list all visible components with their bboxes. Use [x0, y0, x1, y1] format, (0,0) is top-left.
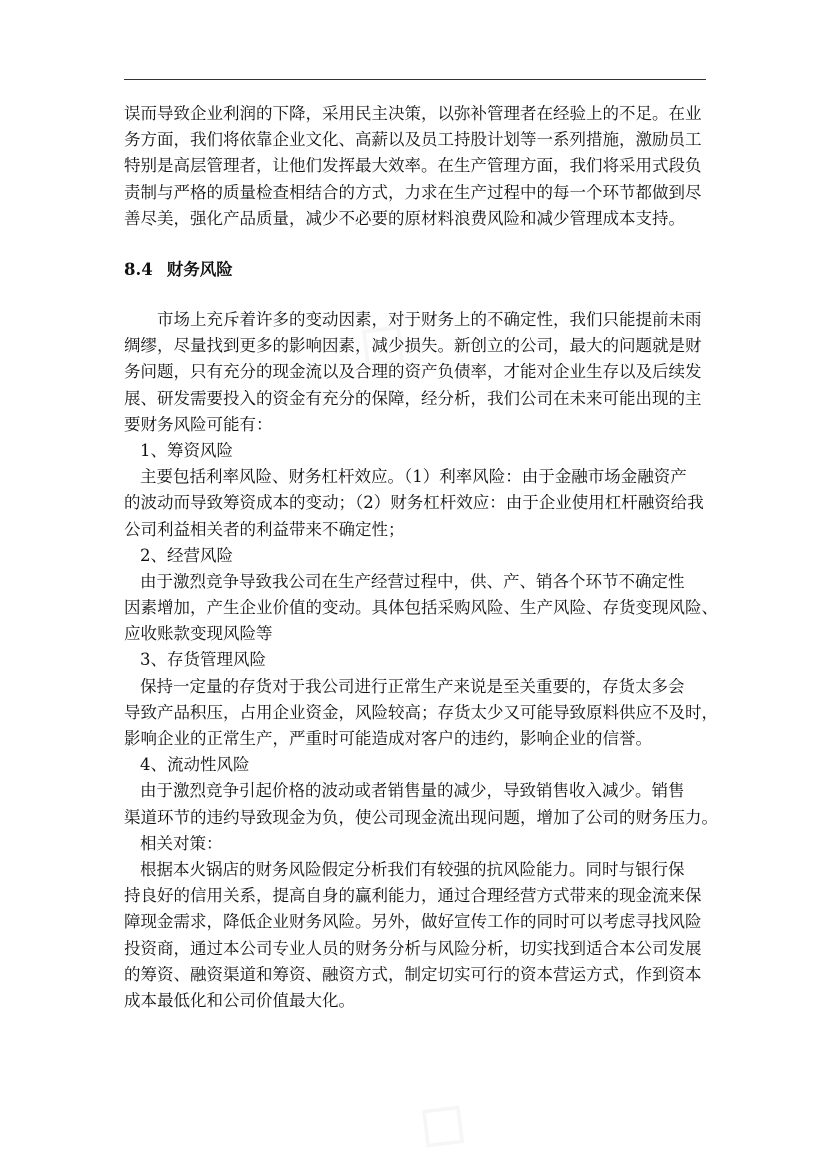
text-line: 主要包括利率风险、财务杠杆效应。（1）利率风险：由于金融市场金融资产: [140, 467, 687, 487]
text-line: 公司利益相关者的利益带来不确定性；: [124, 519, 405, 539]
text-line: 由于激烈竞争导致我公司在生产经营过程中，供、产、销各个环节不确定性: [140, 571, 685, 591]
section-title: 财务风险: [166, 260, 233, 279]
text-line: 误而导致企业利润的下降，采用民主决策，以弥补管理者在经验上的不足。在业: [124, 104, 702, 123]
text-line: 渠道环节的违约导致现金为负，使公司现金流出现问题，增加了公司的财务压力。: [124, 807, 718, 827]
text-line: 保持一定量的存货对于我公司进行正常生产来说是至关重要的，存货太多会: [140, 676, 685, 696]
text-line: 1、筹资风险: [140, 440, 233, 460]
text-line: 责制与严格的质量检查相结合的方式，力求在生产过程中的每一个环节都做到尽: [124, 182, 702, 202]
text-line: 绸缪，尽量找到更多的影响因素，减少损失。新创立的公司，最大的问题就是财: [124, 336, 702, 356]
text-line: 障现金需求，降低企业财务风险。另外，做好宣传工作的同时可以考虑寻找风险: [124, 912, 702, 932]
text-line: 成本最低化和公司价值最大化。: [124, 990, 355, 1010]
header-rule: [124, 79, 706, 80]
text-line: 持良好的信用关系，提高自身的赢利能力，通过合理经营方式带来的现金流来保: [124, 886, 702, 906]
text-line: 根据本火锅店的财务风险假定分析我们有较强的抗风险能力。同时与银行保: [140, 859, 685, 879]
text-line: 3、存货管理风险: [140, 650, 266, 670]
text-line: 要财务风险可能有：: [124, 414, 273, 434]
text-line: 投资商，通过本公司专业人员的财务分析与风险分析，切实找到适合本公司发展: [124, 938, 702, 958]
text-line: 导致产品积压，占用企业资金，风险较高；存货太少又可能导致原料供应不及时，: [124, 702, 718, 722]
intro-paragraph: [124, 101, 714, 232]
section-heading: [124, 256, 233, 280]
watermark-mark: ◇: [340, 292, 434, 391]
text-line: 的波动而导致筹资成本的变动；（2）财务杠杆效应：由于企业使用杠杆融资给我: [124, 493, 704, 513]
text-line: 市场上充斥着许多的变动因素，对于财务上的不确定性，我们只能提前未雨: [157, 310, 702, 329]
text-line: 应收账款变现风险等: [124, 624, 273, 644]
section-number: 8.4: [124, 260, 153, 279]
text-line: 4、流动性风险: [140, 755, 250, 775]
text-line: 特别是高层管理者，让他们发挥最大效率。在生产管理方面，我们将采用式段负: [124, 156, 702, 176]
text-line: 因素增加，产生企业价值的变动。具体包括采购风险、生产风险、存货变现风险、: [124, 598, 718, 618]
text-line: 善尽美，强化产品质量，减少不必要的原材料浪费风险和减少管理成本支持。: [124, 208, 685, 228]
text-line: 务方面，我们将依靠企业文化、高薪以及员工持股计划等一系列措施，激励员工: [124, 130, 702, 150]
text-line: 展、研发需要投入的资金有充分的保障，经分析，我们公司在未来可能出现的主: [124, 388, 702, 408]
text-line: 相关对策：: [140, 833, 223, 853]
watermark-mark: ◇: [400, 1072, 494, 1171]
text-line: 2、经营风险: [140, 545, 233, 565]
section-body: [124, 307, 718, 1014]
text-line: 务问题，只有充分的现金流以及合理的资产负债率，才能对企业生存以及后续发: [124, 362, 702, 382]
text-line: 的筹资、融资渠道和筹资、融资方式，制定切实可行的资本营运方式，作到资本: [124, 964, 702, 984]
text-line: 由于激烈竞争引起价格的波动或者销售量的减少，导致销售收入减少。销售: [140, 781, 685, 801]
text-line: 影响企业的正常生产，严重时可能造成对客户的违约，影响企业的信誉。: [124, 729, 652, 748]
